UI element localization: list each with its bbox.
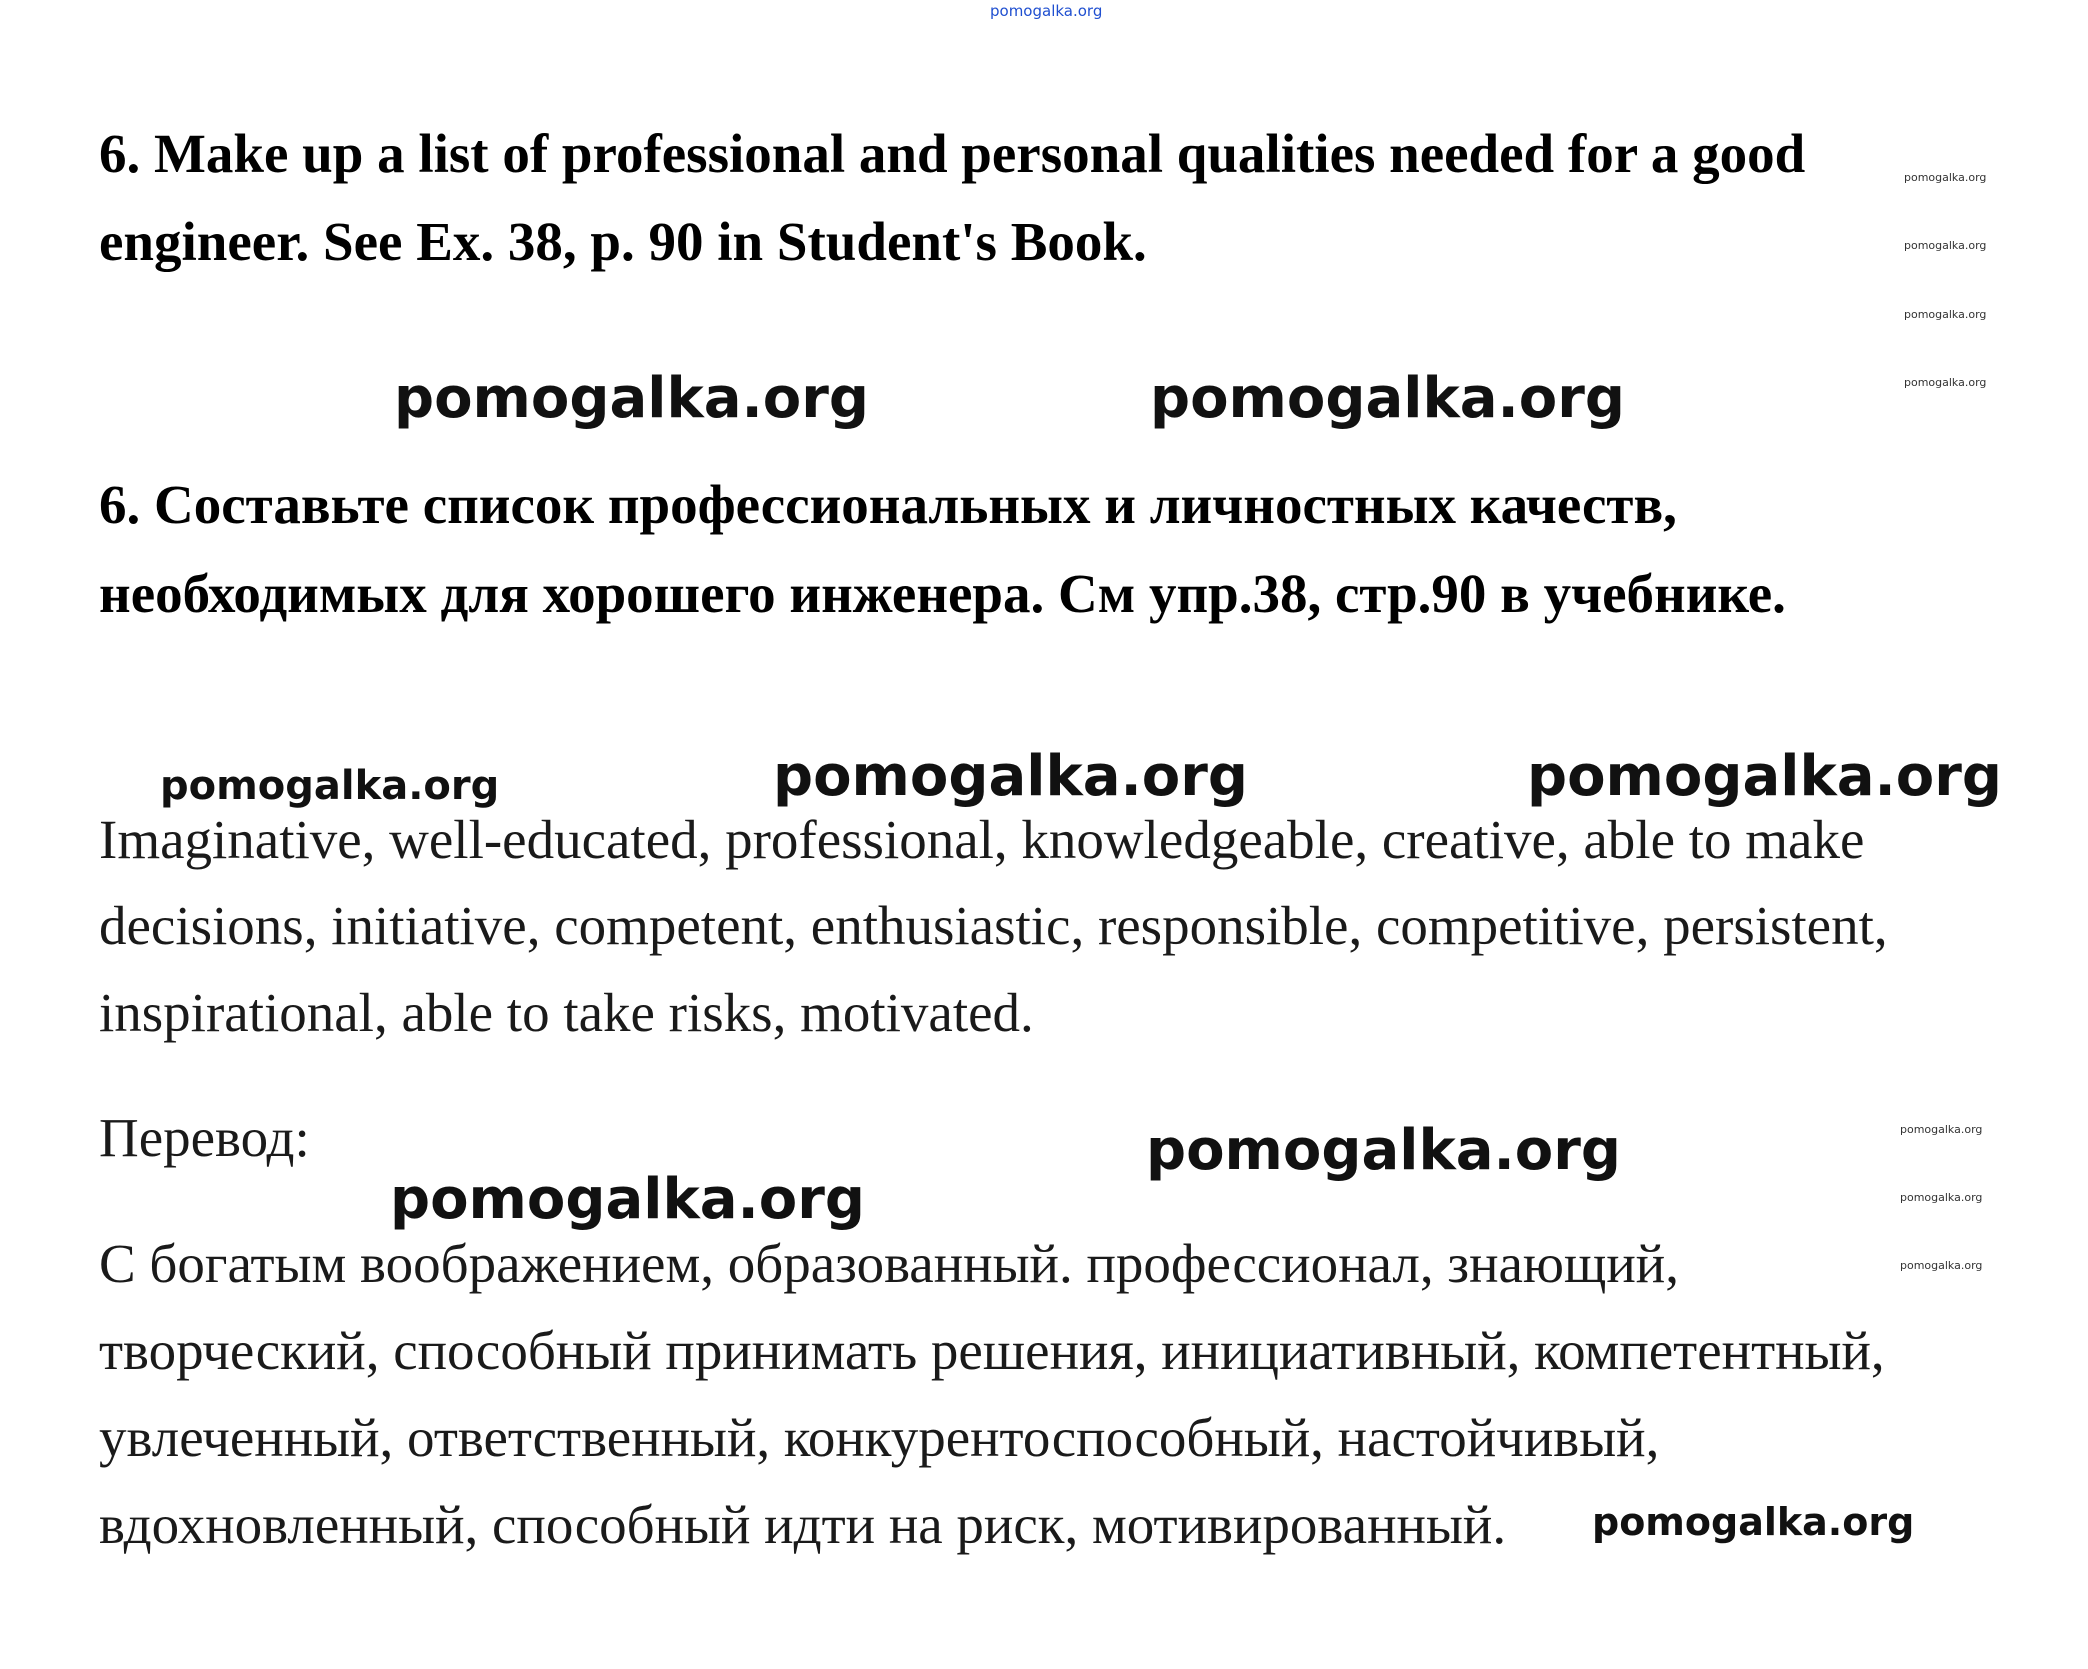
answer-ru-line-4: вдохновленный, способный идти на риск, мотивированный. [99, 1494, 1507, 1555]
answer-ru-line-2: творческий, способный принимать решения, инициативный, компетентный, [99, 1320, 1885, 1381]
watermark-tiny: pomogalka.org [1900, 1191, 1983, 1204]
task-en-line-2: engineer. See Ex. 38, p. 90 in Student's Book. [99, 211, 1147, 272]
answer-en-line-1: Imaginative, well-educated, professional, knowledgeable, creative, able to make [99, 809, 1865, 870]
watermark-tiny: pomogalka.org [1900, 1123, 1983, 1136]
task-en-line-1: 6. Make up a list of professional and personal qualities needed for a good [99, 123, 1806, 184]
watermark-large: pomogalka.org [1150, 366, 1625, 431]
watermark-large: pomogalka.org [394, 366, 869, 431]
watermark-large: pomogalka.org [1146, 1118, 1621, 1183]
watermark-large: pomogalka.org [1527, 744, 2002, 809]
answer-ru-line-1: С богатым воображением, образованный. профессионал, знающий, [99, 1233, 1679, 1294]
translation-label: Перевод: [99, 1107, 310, 1168]
task-ru-line-1: 6. Составьте список профессиональных и личностных качеств, [99, 474, 1677, 535]
watermark-tiny: pomogalka.org [1904, 376, 1987, 389]
watermark-tiny: pomogalka.org [1900, 1259, 1983, 1272]
watermark-medium: pomogalka.org [1592, 1500, 1915, 1544]
answer-ru-line-3: увлеченный, ответственный, конкурентоспособный, настойчивый, [99, 1407, 1660, 1468]
answer-en-line-2: decisions, initiative, competent, enthusiastic, responsible, competitive, persistent, [99, 895, 1888, 956]
watermark-tiny: pomogalka.org [1904, 239, 1987, 252]
watermark-top: pomogalka.org [990, 2, 1103, 20]
watermark-medium: pomogalka.org [160, 763, 500, 809]
watermark-tiny: pomogalka.org [1904, 171, 1987, 184]
answer-en-line-3: inspirational, able to take risks, motivated. [99, 982, 1034, 1043]
watermark-tiny: pomogalka.org [1904, 308, 1987, 321]
watermark-large: pomogalka.org [390, 1167, 865, 1232]
task-ru-line-2: необходимых для хорошего инженера. См упр.38, стр.90 в учебнике. [99, 563, 1786, 624]
watermark-large: pomogalka.org [773, 744, 1248, 809]
